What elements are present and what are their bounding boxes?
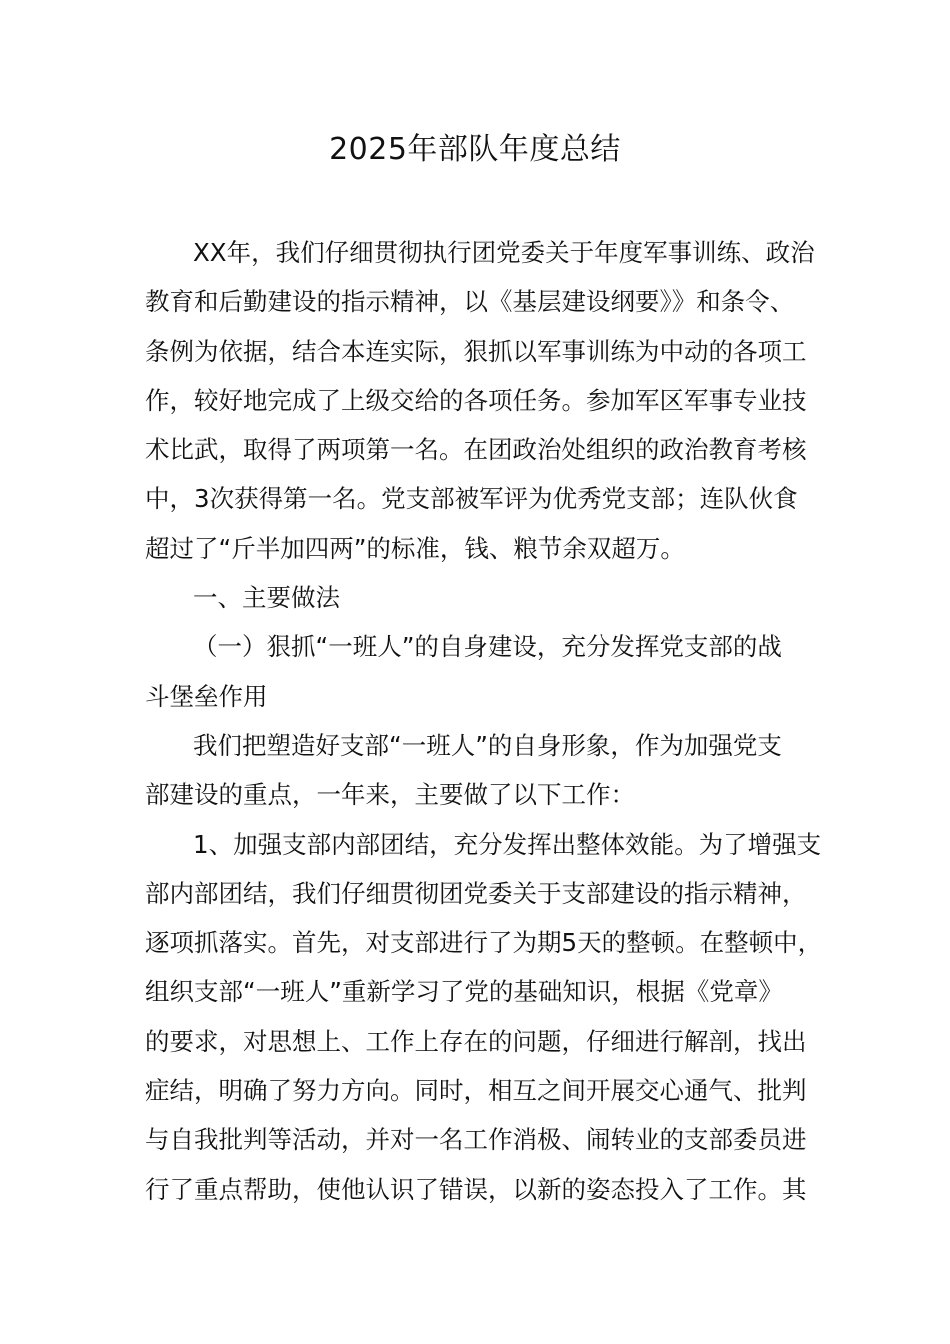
paragraph-line: XX年，我们仔细贯彻执行团党委关于年度军事训练、政治 <box>193 238 815 267</box>
document-title: 2025年部队年度总结 <box>329 132 621 167</box>
paragraph-line: 作，较好地完成了上级交给的各项任务。参加军区军事专业技 <box>145 385 807 415</box>
section-heading: 一、主要做法 <box>193 583 340 613</box>
paragraph-line: 条例为依据，结合本连实际，狠抓以军事训练为中动的各项工 <box>145 336 807 366</box>
paragraph-line: 教育和后勤建设的指示精神，以《基层建设纲要》》和条令、 <box>145 287 795 317</box>
subsection-heading: （一）狠抓“一班人”的自身建设，充分发挥党支部的战 <box>193 632 782 662</box>
paragraph-line: 超过了“斤半加四两”的标准，钱、粮节余双超万。 <box>145 533 685 563</box>
paragraph-line: 部建设的重点，一年来，主要做了以下工作： <box>145 780 635 810</box>
paragraph-line: 组织支部“一班人”重新学习了党的基础知识，根据《党章》 <box>145 977 783 1007</box>
paragraph-line: 症结，明确了努力方向。同时，相互之间开展交心通气、批判 <box>145 1076 807 1106</box>
document-body <box>145 228 825 1214</box>
paragraph-line: 术比武，取得了两项第一名。在团政治处组织的政治教育考核 <box>145 435 807 465</box>
paragraph-line: 行了重点帮助，使他认识了错误，以新的姿态投入了工作。其 <box>145 1174 807 1204</box>
paragraph-line: 逐项抓落实。首先，对支部进行了为期5天的整顿。在整顿中， <box>145 928 823 958</box>
paragraph-line: 我们把塑造好支部“一班人”的自身形象，作为加强党支 <box>193 730 782 760</box>
subsection-heading-cont: 斗堡垒作用 <box>145 681 268 711</box>
paragraph-line: 1、加强支部内部团结，充分发挥出整体效能。为了增强支 <box>193 829 822 859</box>
paragraph-line: 的要求，对思想上、工作上存在的问题，仔细进行解剖，找出 <box>145 1026 807 1056</box>
paragraph-line: 与自我批判等活动，并对一名工作消极、闹转业的支部委员进 <box>145 1125 807 1155</box>
paragraph-line: 中，3次获得第一名。党支部被军评为优秀党支部；连队伙食 <box>145 484 798 514</box>
paragraph-line: 部内部团结，我们仔细贯彻团党委关于支部建设的指示精神， <box>145 878 807 908</box>
